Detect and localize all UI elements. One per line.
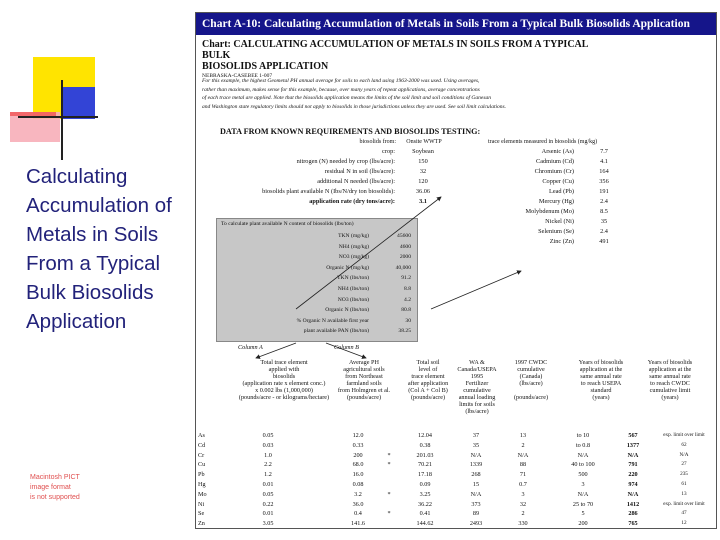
column-header-spacer bbox=[503, 387, 559, 394]
table-cell-el: Se bbox=[198, 510, 205, 518]
table-cell-b: 141.6 bbox=[351, 520, 365, 528]
column-header-line: application at the bbox=[579, 366, 623, 373]
box-row-value: 8.8 bbox=[404, 286, 411, 292]
table-row bbox=[198, 441, 714, 451]
table-cell-g: 1412 bbox=[626, 500, 640, 508]
table-cell-h: 47 bbox=[681, 510, 687, 517]
box-row-label: plant available PAN (lbs/ton) bbox=[303, 328, 369, 335]
box-row-label: TKN (mg/kg) bbox=[338, 233, 369, 239]
column-header-line: same annual rate bbox=[580, 373, 622, 380]
table-cell-el: Cr bbox=[198, 451, 205, 459]
table-cell-h: exp. limit over limit bbox=[663, 500, 705, 507]
column-header-line: same annual rate bbox=[649, 373, 691, 380]
table-cell-h: 13 bbox=[681, 490, 687, 497]
requirement-label: additional N needed (lbs/acre): bbox=[317, 178, 395, 185]
box-row-value: 91.2 bbox=[401, 275, 411, 282]
table-cell-g: 974 bbox=[628, 481, 638, 488]
table-cell-c: 0.38 bbox=[419, 441, 431, 449]
box-row-value: 2000 bbox=[399, 254, 411, 261]
column-header-line: level of bbox=[418, 366, 438, 373]
subheading: NEBRASKA-CASEBEE 1-007 bbox=[202, 73, 273, 79]
table-cell-b: 12.0 bbox=[352, 432, 364, 439]
column-header-line: agricultural soils bbox=[343, 366, 385, 373]
column-header-line: Average PH bbox=[349, 359, 379, 366]
requirement-value: 3.1 bbox=[419, 198, 427, 205]
table-cell-f: 3 bbox=[581, 481, 585, 488]
column-header-line: application at the bbox=[648, 366, 692, 373]
column-header-line: to reach CWDC bbox=[650, 380, 690, 387]
table-cell-g: 1377 bbox=[626, 441, 640, 449]
requirement-value: 150 bbox=[418, 158, 428, 165]
table-cell-b: 16.0 bbox=[352, 471, 364, 479]
heading-line: Chart: CALCULATING ACCUMULATION OF METALS IN SOILS FROM A TYPICAL BULK bbox=[202, 39, 588, 61]
table-cell-h: 235 bbox=[680, 471, 688, 478]
pict-unsupported-note bbox=[30, 473, 100, 503]
table-cell-c: 144.62 bbox=[416, 520, 434, 528]
note-line: and Washington state regulatory limits should not apply to biosolids in those jurisdictions unless they are used. See soil limit calculations. bbox=[202, 103, 507, 110]
column-header-line: (pounds/acre) bbox=[346, 394, 382, 401]
spreadsheet-image bbox=[195, 12, 717, 529]
arrow-pan bbox=[296, 197, 441, 309]
pict-note-line: is not supported bbox=[30, 494, 80, 501]
table-cell-g: N/A bbox=[627, 451, 639, 459]
metal-label: Copper (Cu) bbox=[542, 178, 574, 185]
req-header-c: trace elements measured in biosolids (mg/kg) bbox=[488, 139, 598, 145]
table-cell-c: 0.09 bbox=[419, 481, 431, 488]
column-header-line: limits for soils bbox=[459, 401, 495, 408]
table-cell-d: N/A bbox=[470, 451, 482, 459]
table-cell-a: 1.0 bbox=[264, 451, 272, 459]
requirement-label: biosolids plant available N (Ibs/N/dry ton biosolids): bbox=[262, 188, 395, 195]
table-cell-h: exp. limit over limit bbox=[663, 432, 705, 438]
metal-label: Cadmium (Cd) bbox=[536, 158, 574, 165]
box-row-label: NO3 (mg/kg) bbox=[338, 254, 369, 261]
column-header bbox=[503, 359, 559, 401]
table-cell-e: 32 bbox=[519, 500, 527, 508]
box-row-value: 4.2 bbox=[404, 296, 411, 303]
table-row bbox=[198, 480, 714, 490]
table-cell-g: N/A bbox=[627, 490, 639, 498]
column-header-line: (lbs/acre) bbox=[465, 408, 489, 415]
table-cell-el: As bbox=[198, 432, 205, 439]
table-cell-e: 0.7 bbox=[519, 481, 527, 488]
box-row-label: NH4 (lbs/ton) bbox=[337, 286, 369, 292]
table-cell-c: 3.25 bbox=[419, 490, 431, 498]
column-b-label: Column B bbox=[334, 344, 359, 351]
column-header-line: (Canada) bbox=[519, 373, 543, 380]
metal-label: Chromium (Cr) bbox=[534, 168, 574, 175]
table-cell-c: 70.21 bbox=[418, 461, 432, 469]
column-header-line: 1997 CWDC bbox=[514, 359, 548, 366]
column-header-line: cumulative bbox=[463, 387, 491, 394]
box-row-value: 38.25 bbox=[398, 328, 411, 335]
metal-value: 191 bbox=[599, 188, 609, 195]
decor-vertical-line bbox=[61, 80, 63, 160]
column-header-line: from Northeast bbox=[345, 373, 383, 380]
metal-label: Selenium (Se) bbox=[538, 228, 574, 235]
requirement-label: residual N in soil (lbs/acre): bbox=[324, 168, 395, 175]
column-header bbox=[238, 359, 330, 401]
table-cell-e: 330 bbox=[518, 520, 528, 528]
metal-label: Lead (Pb) bbox=[548, 188, 574, 195]
table-cell-m: * bbox=[387, 510, 391, 518]
table-cell-a: 0.05 bbox=[262, 432, 274, 439]
column-a-label: Column A bbox=[238, 344, 263, 351]
metal-value: 2.4 bbox=[600, 198, 608, 205]
table-row bbox=[198, 451, 714, 461]
column-header bbox=[573, 359, 629, 401]
metal-value: 491 bbox=[599, 238, 609, 245]
table-cell-f: 500 bbox=[578, 471, 588, 479]
metal-value: 8.5 bbox=[600, 208, 608, 215]
heading-line: BIOSOLIDS APPLICATION bbox=[202, 61, 329, 72]
column-header-line: Fertilizer bbox=[465, 380, 489, 387]
table-cell-f: 25 to 70 bbox=[572, 500, 594, 508]
column-header-line: (pounds/acre - or kilograms/hectare) bbox=[238, 394, 330, 401]
column-header-line: Total soil bbox=[416, 359, 440, 366]
table-cell-c: 201.03 bbox=[416, 451, 434, 459]
table-cell-b: 0.08 bbox=[352, 481, 364, 488]
column-header-line: (years) bbox=[592, 394, 610, 401]
column-header-line: (pounds/acre) bbox=[513, 394, 549, 401]
table-cell-d: N/A bbox=[470, 490, 482, 498]
table-cell-el: Cu bbox=[198, 461, 206, 469]
arrow-metals bbox=[431, 271, 521, 309]
box-row-label: NH4 (mg/kg) bbox=[338, 243, 369, 250]
table-cell-g: 286 bbox=[628, 510, 638, 518]
table-cell-a: 3.05 bbox=[262, 520, 274, 528]
table-cell-d: 35 bbox=[472, 441, 480, 449]
note-line: For this example, the highest Geometal PH annual average for soils to each land using 1963-2000 was used. Using averages, bbox=[202, 78, 480, 84]
table-cell-h: 27 bbox=[681, 461, 687, 468]
table-cell-d: 1339 bbox=[469, 461, 483, 469]
table-cell-g: 765 bbox=[628, 520, 638, 528]
table-row bbox=[198, 519, 714, 529]
table-cell-f: 200 bbox=[578, 520, 588, 528]
table-cell-e: 3 bbox=[521, 490, 525, 498]
column-header-line: (Col A + Col B) bbox=[408, 387, 448, 394]
pict-note-line: image format bbox=[30, 484, 71, 491]
table-cell-el: Hg bbox=[198, 481, 206, 488]
column-header-line: WA & Canada/USEPA 1995 bbox=[457, 359, 497, 380]
table-cell-f: to 10 bbox=[576, 432, 590, 439]
table-cell-h: N/A bbox=[679, 451, 689, 458]
column-header-line: to reach USEPA bbox=[580, 380, 622, 387]
table-cell-d: 2493 bbox=[469, 520, 483, 528]
box-row-value: 45600 bbox=[397, 233, 411, 239]
table-cell-m: * bbox=[387, 461, 391, 469]
column-header-line: x 0.002 lbs (1,000,000) bbox=[255, 387, 313, 394]
requirement-value: 32 bbox=[419, 168, 427, 175]
table-cell-g: 791 bbox=[628, 461, 638, 469]
box-row-label: Organic N (mg/kg) bbox=[326, 264, 369, 271]
metal-value: 4.1 bbox=[600, 158, 608, 165]
table-cell-h: 62 bbox=[681, 441, 687, 448]
table-cell-el: Ni bbox=[198, 500, 205, 508]
table-cell-e: 71 bbox=[519, 471, 527, 479]
table-cell-g: 567 bbox=[628, 432, 638, 439]
requirement-value: Soybean bbox=[412, 148, 434, 155]
column-header bbox=[628, 359, 712, 401]
table-cell-el: Pb bbox=[198, 471, 205, 479]
column-header-line: Years of biosolids bbox=[578, 359, 624, 366]
column-header-line: Years of biosolids bbox=[647, 359, 693, 366]
box-row-label: % Organic N available first year bbox=[296, 317, 369, 324]
table-cell-m: * bbox=[387, 490, 391, 498]
column-header-line: cumulative bbox=[517, 366, 545, 373]
table-cell-b: 68.0 bbox=[352, 461, 364, 469]
requirement-label: crop: bbox=[382, 148, 395, 155]
table-cell-d: 15 bbox=[472, 481, 480, 488]
table-cell-e: N/A bbox=[517, 451, 529, 459]
table-cell-el: Cd bbox=[198, 441, 206, 449]
table-cell-a: 2.2 bbox=[264, 461, 272, 469]
table-cell-c: 17.18 bbox=[418, 471, 432, 479]
table-cell-f: N/A bbox=[577, 490, 589, 498]
column-header-line: farmland soils bbox=[346, 380, 382, 387]
metal-value: 164 bbox=[599, 168, 609, 175]
table-cell-d: 37 bbox=[472, 432, 480, 439]
metal-label: Nickel (Ni) bbox=[545, 218, 574, 225]
table-cell-a: 0.01 bbox=[262, 510, 274, 518]
table-cell-el: Mo bbox=[198, 490, 207, 498]
requirement-label: application rate (dry tons/acre): bbox=[309, 198, 395, 205]
req-header-b: Onsite WWTP bbox=[406, 139, 442, 145]
table-cell-e: 13 bbox=[519, 432, 527, 439]
column-header-line: (lbs/acre) bbox=[519, 380, 543, 387]
table-cell-a: 0.01 bbox=[262, 481, 274, 488]
table-cell-g: 220 bbox=[628, 471, 638, 479]
table-cell-f: 5 bbox=[581, 510, 585, 518]
table-cell-e: 88 bbox=[519, 461, 527, 469]
metal-value: 7.7 bbox=[600, 148, 608, 155]
table-cell-h: 61 bbox=[681, 481, 687, 487]
column-header-line: from Holmgren et al. bbox=[337, 387, 391, 394]
requirements-heading: DATA FROM KNOWN REQUIREMENTS AND BIOSOLIDS TESTING: bbox=[220, 127, 481, 136]
box-row-label: TKN (lbs/ton) bbox=[337, 275, 369, 282]
column-header-line: (pounds/acre) bbox=[410, 394, 446, 401]
box-row-label: Organic N (lbs/ton) bbox=[325, 307, 369, 314]
column-header bbox=[451, 359, 503, 415]
table-cell-f: 40 to 100 bbox=[571, 461, 595, 469]
table-cell-b: 0.4 bbox=[354, 510, 362, 518]
table-cell-b: 0.33 bbox=[352, 441, 364, 449]
table-row bbox=[198, 509, 714, 519]
table-cell-c: 12.04 bbox=[418, 432, 432, 439]
table-cell-c: 0.41 bbox=[419, 510, 431, 518]
table-cell-e: 2 bbox=[521, 510, 525, 518]
requirement-value: 36.06 bbox=[415, 188, 431, 195]
box-row-value: 4600 bbox=[399, 243, 411, 250]
table-cell-h: 12 bbox=[681, 520, 687, 527]
requirement-value: 120 bbox=[418, 178, 428, 185]
metal-value: 356 bbox=[599, 178, 609, 185]
table-row bbox=[198, 500, 714, 510]
table-cell-a: 0.22 bbox=[262, 500, 274, 508]
decor-horizontal-line bbox=[18, 116, 98, 118]
metal-label: Mercury (Hg) bbox=[538, 198, 574, 205]
sheet-title-bar: Chart A-10: Calculating Accumulation of Metals in Soils From a Typical Bulk Biosolids Application bbox=[196, 13, 716, 35]
table-cell-b: 36.0 bbox=[352, 500, 364, 508]
table-cell-f: to 0.8 bbox=[575, 441, 591, 449]
column-header-line: (application rate x element conc.) bbox=[242, 380, 326, 387]
table-cell-el: Zn bbox=[198, 520, 205, 528]
column-header-line: applied with bbox=[268, 366, 300, 373]
column-header-line: trace element bbox=[411, 373, 445, 380]
table-cell-c: 36.22 bbox=[418, 500, 432, 508]
column-header-line: cumulative limit bbox=[649, 387, 691, 394]
column-header-line: biosolids bbox=[272, 373, 296, 380]
table-row bbox=[198, 490, 714, 500]
decor-blue-square bbox=[63, 87, 95, 119]
table-row bbox=[198, 431, 714, 441]
column-header-line: Total trace element bbox=[260, 359, 308, 366]
column-header bbox=[403, 359, 453, 401]
table-cell-a: 0.05 bbox=[262, 490, 274, 498]
metal-value: 35 bbox=[600, 218, 608, 225]
column-header bbox=[328, 359, 400, 401]
table-cell-d: 89 bbox=[472, 510, 480, 518]
box-row-label: NO3 (lbs/ton) bbox=[337, 296, 369, 303]
metal-label: Zinc (Zn) bbox=[549, 238, 574, 245]
table-cell-f: N/A bbox=[577, 451, 589, 459]
box-caption: To calculate plant available N content of biosolids (lbs/ton) bbox=[221, 221, 354, 227]
note-line: of each trace metal are applied. Note that the biosolids application means the limits of the soil limit and soil conditions of Ganesan bbox=[202, 95, 491, 101]
table-cell-b: 3.2 bbox=[354, 490, 362, 498]
metal-value: 2.4 bbox=[600, 228, 608, 235]
table-cell-b: 200 bbox=[353, 451, 363, 459]
table-cell-a: 1.2 bbox=[264, 471, 272, 479]
requirement-label: nitrogen (N) needed by crop (lbs/acre): bbox=[296, 158, 395, 165]
column-header-line: after application bbox=[407, 380, 449, 387]
slide-title: Calculating Accumulation of Metals in Soils From a Typical Bulk Biosolids Application bbox=[26, 165, 172, 333]
pict-note-line: Macintosh PICT bbox=[30, 474, 80, 481]
note-line: rather than maximum, makes sense for this example, because, over many years of repeat applications, average concentrations bbox=[202, 86, 480, 93]
req-header-a: biosolids from: bbox=[359, 139, 396, 145]
column-header-line: annual loading bbox=[458, 394, 496, 401]
table-row bbox=[198, 470, 714, 480]
table-cell-d: 268 bbox=[471, 471, 481, 479]
metal-label: Arsenic (As) bbox=[541, 148, 574, 155]
table-cell-a: 0.03 bbox=[262, 441, 274, 449]
column-header-line: standard bbox=[590, 387, 612, 394]
table-cell-d: 373 bbox=[471, 500, 481, 508]
table-row bbox=[198, 460, 714, 470]
table-cell-e: 2 bbox=[521, 441, 525, 449]
column-header-line: (years) bbox=[661, 394, 679, 401]
box-row-value: 30 bbox=[405, 317, 411, 324]
box-row-value: 80.8 bbox=[401, 307, 411, 314]
metal-label: Molybdenum (Mo) bbox=[525, 208, 574, 215]
box-row-value: 40,000 bbox=[395, 264, 411, 271]
table-cell-m: * bbox=[387, 451, 391, 459]
